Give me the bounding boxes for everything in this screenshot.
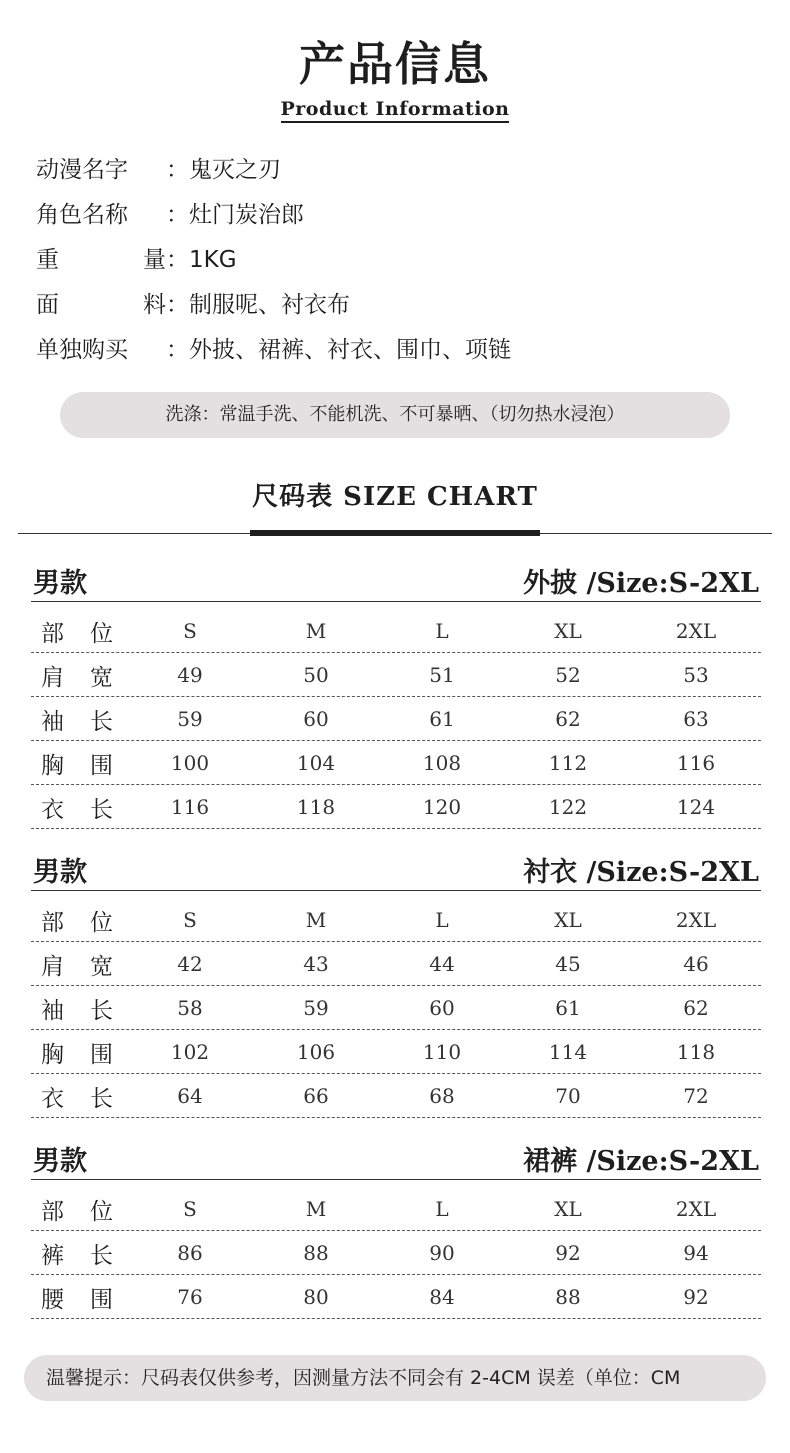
info-value: 制服呢、衬衣布 bbox=[189, 292, 350, 318]
size-column-header: M bbox=[305, 1197, 327, 1221]
info-label-text-2: 量 bbox=[143, 247, 166, 273]
size-value-cell: 92 bbox=[683, 1285, 709, 1309]
info-label bbox=[36, 148, 166, 193]
size-value-cell: 62 bbox=[555, 707, 581, 731]
row-label-char: 肩 bbox=[41, 664, 64, 691]
section-garment-label: 衬衣 /Size:S-2XL bbox=[523, 857, 759, 888]
size-table-row bbox=[31, 742, 761, 785]
size-value-cell: 44 bbox=[429, 952, 455, 976]
size-value-cell: 42 bbox=[177, 952, 203, 976]
size-value-cell: 124 bbox=[676, 795, 716, 819]
size-column-header: XL bbox=[554, 908, 582, 932]
info-row-weight bbox=[36, 238, 511, 283]
row-label bbox=[31, 948, 127, 981]
info-label bbox=[36, 328, 166, 373]
info-value: 1KG bbox=[189, 247, 237, 273]
info-label bbox=[36, 283, 166, 328]
size-column-header: L bbox=[435, 619, 449, 643]
size-value-cell: 61 bbox=[555, 996, 581, 1020]
size-value-cell: 45 bbox=[555, 952, 581, 976]
row-label-char: 宽 bbox=[90, 953, 113, 980]
size-value-cell: 102 bbox=[170, 1040, 210, 1064]
info-colon: ： bbox=[166, 202, 189, 228]
row-label-char: 袖 bbox=[41, 708, 64, 735]
size-value-cell: 46 bbox=[683, 952, 709, 976]
info-colon: ： bbox=[166, 247, 189, 273]
size-chart-heading: 尺码表 SIZE CHART bbox=[252, 482, 538, 512]
row-label-char: 长 bbox=[90, 1085, 113, 1112]
page-subtitle-text: Product Information bbox=[281, 98, 510, 123]
section-header bbox=[31, 1135, 761, 1180]
row-label bbox=[31, 904, 127, 937]
size-value-cell: 59 bbox=[177, 707, 203, 731]
row-label bbox=[31, 1036, 127, 1069]
info-label bbox=[36, 238, 166, 283]
info-colon: ： bbox=[166, 292, 189, 318]
row-label-char: 部 bbox=[41, 1198, 64, 1225]
size-column-header: S bbox=[183, 908, 197, 932]
size-table-header-row bbox=[31, 1188, 761, 1231]
info-value: 外披、裙裤、衬衣、围巾、项链 bbox=[189, 337, 511, 363]
section-garment-label: 外披 /Size:S-2XL bbox=[523, 568, 759, 599]
size-table bbox=[31, 899, 761, 1118]
row-label-char: 肩 bbox=[41, 953, 64, 980]
size-table-row bbox=[31, 1031, 761, 1074]
row-label-char: 长 bbox=[90, 796, 113, 823]
size-value-cell: 80 bbox=[303, 1285, 329, 1309]
size-value-cell: 70 bbox=[555, 1084, 581, 1108]
row-label bbox=[31, 659, 127, 692]
size-value-cell: 49 bbox=[177, 663, 203, 687]
section-gender-label: 男款 bbox=[33, 857, 87, 888]
row-label-char: 位 bbox=[90, 620, 113, 647]
size-column-header: XL bbox=[554, 619, 582, 643]
row-label bbox=[31, 791, 127, 824]
size-value-cell: 58 bbox=[177, 996, 203, 1020]
size-chart-divider-accent bbox=[250, 530, 540, 536]
size-column-header: 2XL bbox=[675, 619, 717, 643]
info-row-anime-name bbox=[36, 148, 511, 193]
section-header bbox=[31, 557, 761, 602]
row-label-char: 衣 bbox=[41, 1085, 64, 1112]
size-value-cell: 104 bbox=[296, 751, 336, 775]
section-garment-label: 裙裤 /Size:S-2XL bbox=[523, 1146, 759, 1177]
size-value-cell: 108 bbox=[422, 751, 462, 775]
row-label-char: 围 bbox=[90, 1286, 113, 1313]
size-value-cell: 92 bbox=[555, 1241, 581, 1265]
info-colon: ： bbox=[166, 337, 189, 363]
size-column-header: M bbox=[305, 619, 327, 643]
size-value-cell: 118 bbox=[676, 1040, 716, 1064]
info-row-separate-purchase bbox=[36, 328, 511, 373]
row-label-char: 位 bbox=[90, 909, 113, 936]
size-value-cell: 62 bbox=[683, 996, 709, 1020]
size-table-row bbox=[31, 786, 761, 829]
row-label-char: 裤 bbox=[41, 1242, 64, 1269]
row-label bbox=[31, 1237, 127, 1270]
size-value-cell: 110 bbox=[422, 1040, 462, 1064]
sizing-tip-pill: 温馨提示：尺码表仅供参考，因测量方法不同会有 2-4CM 误差（单位：CM bbox=[24, 1355, 766, 1401]
size-value-cell: 112 bbox=[548, 751, 588, 775]
page-title: 产品信息 bbox=[299, 37, 491, 91]
row-label bbox=[31, 703, 127, 736]
info-value: 鬼灭之刃 bbox=[189, 157, 281, 183]
size-value-cell: 72 bbox=[683, 1084, 709, 1108]
row-label-char: 长 bbox=[90, 708, 113, 735]
size-column-header: XL bbox=[554, 1197, 582, 1221]
size-value-cell: 122 bbox=[548, 795, 588, 819]
size-value-cell: 106 bbox=[296, 1040, 336, 1064]
info-label bbox=[36, 193, 166, 238]
size-value-cell: 100 bbox=[170, 751, 210, 775]
size-table-row bbox=[31, 1232, 761, 1275]
size-column-header: L bbox=[435, 908, 449, 932]
size-value-cell: 76 bbox=[177, 1285, 203, 1309]
row-label bbox=[31, 1281, 127, 1314]
size-section bbox=[31, 557, 761, 830]
size-table-row bbox=[31, 654, 761, 697]
row-label bbox=[31, 615, 127, 648]
size-section bbox=[31, 846, 761, 1119]
size-value-cell: 120 bbox=[422, 795, 462, 819]
size-value-cell: 116 bbox=[676, 751, 716, 775]
row-label-char: 袖 bbox=[41, 997, 64, 1024]
size-value-cell: 59 bbox=[303, 996, 329, 1020]
row-label-char: 长 bbox=[90, 997, 113, 1024]
info-label-text: 角色名称 bbox=[36, 202, 128, 228]
row-label-char: 长 bbox=[90, 1242, 113, 1269]
size-value-cell: 63 bbox=[683, 707, 709, 731]
size-column-header: S bbox=[183, 619, 197, 643]
size-value-cell: 64 bbox=[177, 1084, 203, 1108]
size-table bbox=[31, 1188, 761, 1319]
section-gender-label: 男款 bbox=[33, 1146, 87, 1177]
row-label-char: 围 bbox=[90, 752, 113, 779]
size-value-cell: 84 bbox=[429, 1285, 455, 1309]
row-label-char: 位 bbox=[90, 1198, 113, 1225]
info-label-text: 重 bbox=[36, 247, 59, 273]
info-colon: ： bbox=[166, 157, 189, 183]
row-label-char: 胸 bbox=[41, 752, 64, 779]
size-value-cell: 118 bbox=[296, 795, 336, 819]
info-label-text: 单独购买 bbox=[36, 337, 128, 363]
size-table-row bbox=[31, 987, 761, 1030]
size-value-cell: 50 bbox=[303, 663, 329, 687]
size-value-cell: 53 bbox=[683, 663, 709, 687]
size-column-header: S bbox=[183, 1197, 197, 1221]
size-column-header: 2XL bbox=[675, 1197, 717, 1221]
row-label-char: 部 bbox=[41, 620, 64, 647]
product-info-list bbox=[36, 148, 511, 373]
row-label-char: 宽 bbox=[90, 664, 113, 691]
row-label bbox=[31, 1193, 127, 1226]
size-table-row bbox=[31, 1276, 761, 1319]
size-value-cell: 52 bbox=[555, 663, 581, 687]
info-value: 灶门炭治郎 bbox=[189, 202, 304, 228]
info-label-text-2: 料 bbox=[143, 292, 166, 318]
size-table-header-row bbox=[31, 899, 761, 942]
info-row-character-name bbox=[36, 193, 511, 238]
size-value-cell: 94 bbox=[683, 1241, 709, 1265]
page-subtitle bbox=[0, 98, 790, 120]
section-gender-label: 男款 bbox=[33, 568, 87, 599]
size-value-cell: 68 bbox=[429, 1084, 455, 1108]
size-value-cell: 43 bbox=[303, 952, 329, 976]
size-value-cell: 90 bbox=[429, 1241, 455, 1265]
size-value-cell: 61 bbox=[429, 707, 455, 731]
size-value-cell: 88 bbox=[555, 1285, 581, 1309]
size-value-cell: 114 bbox=[548, 1040, 588, 1064]
size-value-cell: 88 bbox=[303, 1241, 329, 1265]
size-value-cell: 51 bbox=[429, 663, 455, 687]
size-table-header-row bbox=[31, 610, 761, 653]
info-row-fabric bbox=[36, 283, 511, 328]
row-label-char: 部 bbox=[41, 909, 64, 936]
size-column-header: L bbox=[435, 1197, 449, 1221]
row-label-char: 围 bbox=[90, 1041, 113, 1068]
size-column-header: 2XL bbox=[675, 908, 717, 932]
row-label-char: 腰 bbox=[41, 1286, 64, 1313]
size-value-cell: 86 bbox=[177, 1241, 203, 1265]
size-table-row bbox=[31, 1075, 761, 1118]
section-header bbox=[31, 846, 761, 891]
size-section bbox=[31, 1135, 761, 1320]
wash-instructions-pill: 洗涤：常温手洗、不能机洗、不可暴晒、（切勿热水浸泡） bbox=[60, 392, 730, 438]
row-label-char: 胸 bbox=[41, 1041, 64, 1068]
size-value-cell: 60 bbox=[429, 996, 455, 1020]
size-value-cell: 60 bbox=[303, 707, 329, 731]
row-label bbox=[31, 992, 127, 1025]
row-label bbox=[31, 1080, 127, 1113]
size-value-cell: 116 bbox=[170, 795, 210, 819]
size-value-cell: 66 bbox=[303, 1084, 329, 1108]
size-table-row bbox=[31, 943, 761, 986]
info-label-text: 动漫名字 bbox=[36, 157, 128, 183]
size-table-row bbox=[31, 698, 761, 741]
size-column-header: M bbox=[305, 908, 327, 932]
row-label bbox=[31, 747, 127, 780]
info-label-text: 面 bbox=[36, 292, 59, 318]
row-label-char: 衣 bbox=[41, 796, 64, 823]
size-table bbox=[31, 610, 761, 829]
